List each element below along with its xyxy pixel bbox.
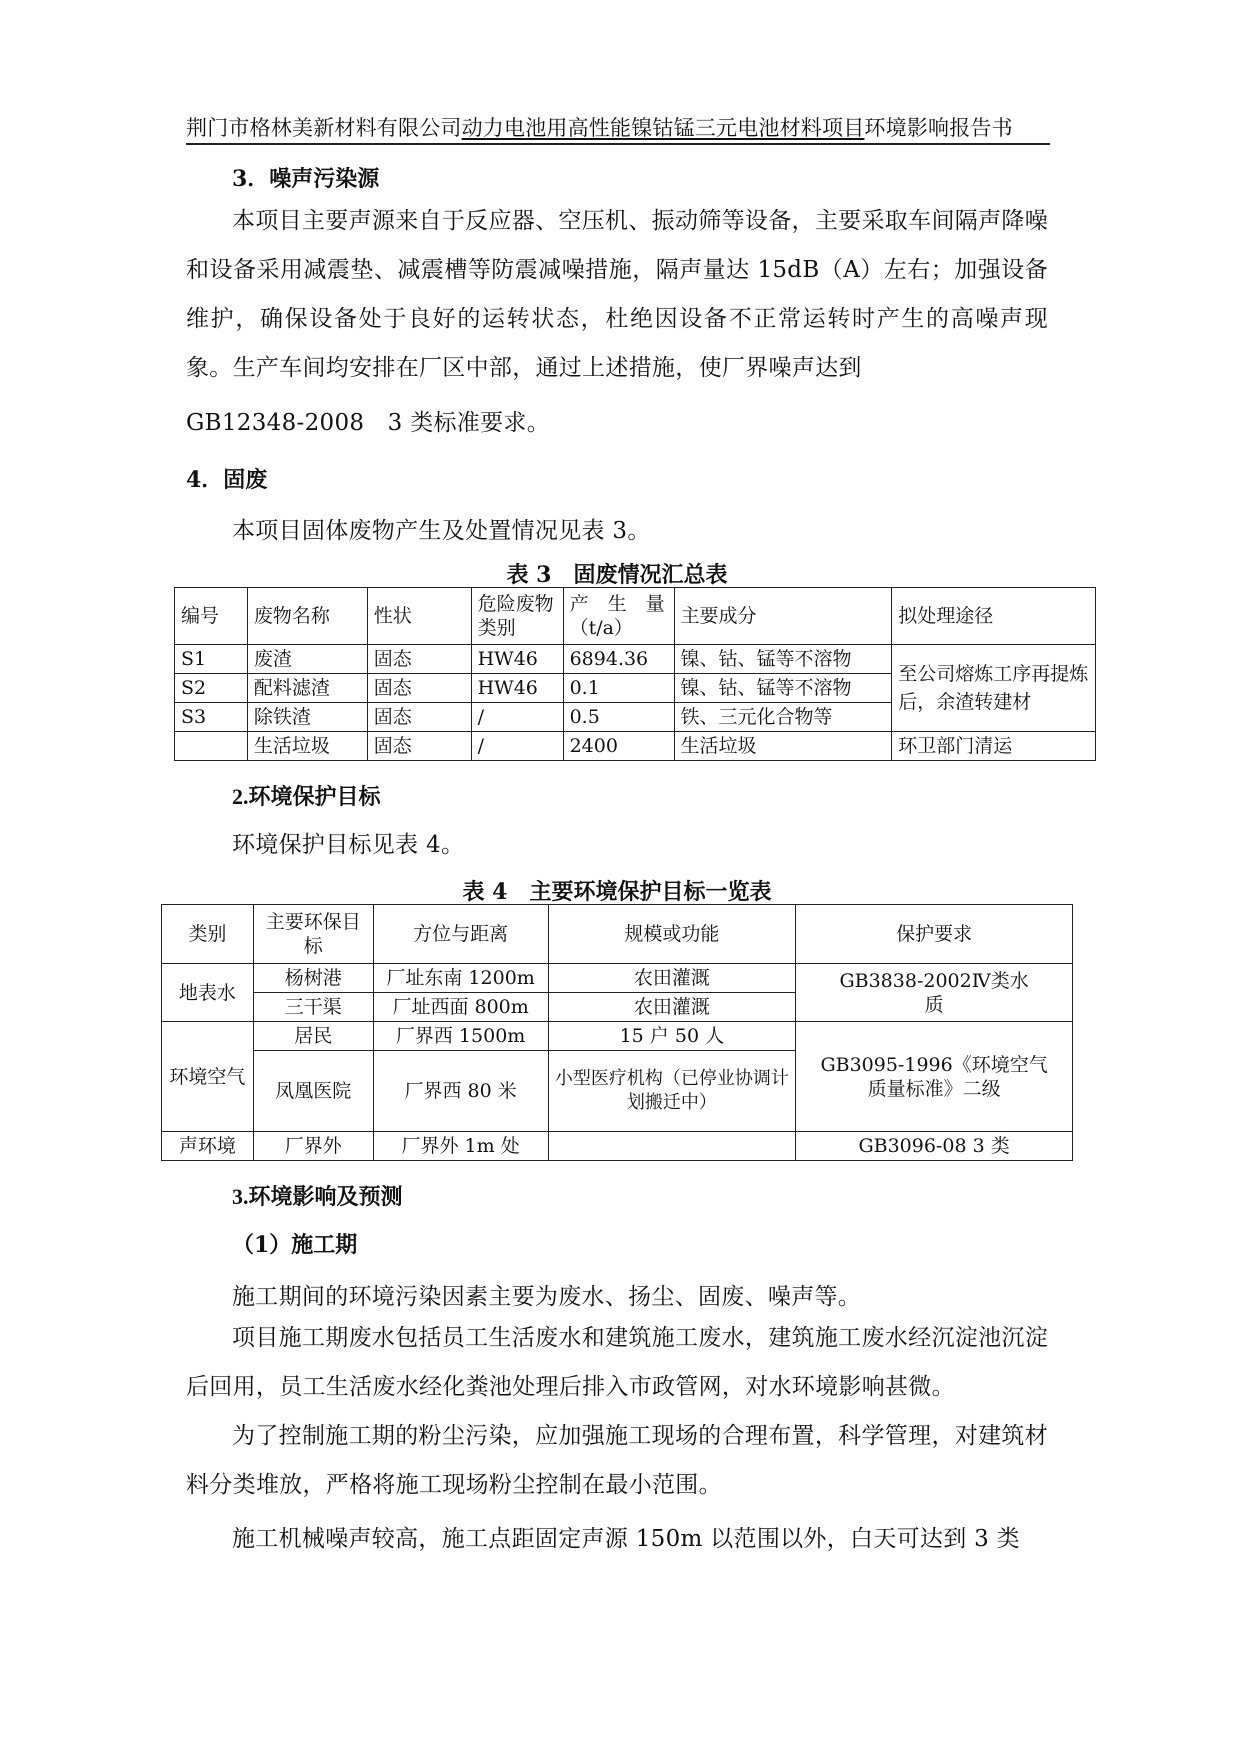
table-cell: 三干渠 bbox=[253, 993, 373, 1022]
table-cell: 厂界外 1m 处 bbox=[373, 1132, 548, 1161]
requirement-cell: GB3095-1996《环境空气质量标准》二级 bbox=[796, 1022, 1073, 1132]
header-cell: 性状 bbox=[367, 588, 471, 645]
table-cell: 固态 bbox=[367, 674, 471, 703]
table-row bbox=[162, 964, 1073, 993]
header-cell: 编号 bbox=[175, 588, 248, 645]
table-cell: / bbox=[471, 703, 563, 732]
table-cell: 农田灌溉 bbox=[548, 993, 796, 1022]
table-cell: 铁、三元化合物等 bbox=[674, 703, 892, 732]
table4-caption: 表 4 主要环境保护目标一览表 bbox=[462, 879, 772, 905]
disposal-merged-cell: 至公司熔炼工序再提炼后，余渣转建材 bbox=[892, 645, 1096, 732]
solid-waste-table bbox=[174, 587, 1096, 761]
table-cell: HW46 bbox=[471, 674, 563, 703]
table-cell: 配料滤渣 bbox=[247, 674, 367, 703]
category-cell: 地表水 bbox=[162, 964, 254, 1022]
header-cell: 主要成分 bbox=[674, 588, 892, 645]
impact-paragraph-4: 施工机械噪声较高，施工点距固定声源 150m 以范围以外，白天可达到 3 类 bbox=[232, 1526, 1020, 1552]
table-cell: 0.1 bbox=[563, 674, 674, 703]
table-cell: 废渣 bbox=[247, 645, 367, 674]
header-project: 动力电池用高性能镍钴锰三元电池材料项目 bbox=[461, 116, 865, 140]
impact-subheading: （1）施工期 bbox=[232, 1232, 358, 1258]
table-cell: 6894.36 bbox=[563, 645, 674, 674]
table-cell: / bbox=[471, 732, 563, 761]
noise-paragraph: 本项目主要声源来自于反应器、空压机、振动筛等设备，主要采取车间隔声降噪和设备采用减震垫、减震槽等防震减噪措施，隔声量达 15dB（A）左右；加强设备维护，确保设备处于良好的运转状态，杜绝因设备不正常运转时产生的高噪声现象。生产车间均安排在厂区中部，通过上述措施，使厂界噪声达到 bbox=[186, 208, 1048, 381]
requirement-cell: GB3096-08 3 类 bbox=[796, 1132, 1073, 1161]
table-header-row bbox=[175, 588, 1096, 645]
table-cell: 厂址东南 1200m bbox=[373, 964, 548, 993]
solid-waste-heading: 4．固废 bbox=[186, 467, 268, 493]
header-doc-type: 环境影响报告书 bbox=[864, 116, 1013, 140]
env-targets-table bbox=[161, 904, 1073, 1161]
table-cell bbox=[548, 1132, 796, 1161]
table-cell: 凤凰医院 bbox=[253, 1051, 373, 1132]
header-cell: 危险废物类别 bbox=[471, 588, 563, 645]
table-cell: 厂址西面 800m bbox=[373, 993, 548, 1022]
table-row bbox=[175, 732, 1096, 761]
table-cell: 镍、钴、锰等不溶物 bbox=[674, 645, 892, 674]
table-cell: 15 户 50 人 bbox=[548, 1022, 796, 1051]
table-cell: 除铁渣 bbox=[247, 703, 367, 732]
table-cell: 固态 bbox=[367, 703, 471, 732]
header-cell: 类别 bbox=[162, 905, 254, 964]
impact-paragraph-3: 为了控制施工期的粉尘污染，应加强施工现场的合理布置，科学管理，对建筑材料分类堆放，严格将施工现场粉尘控制在最小范围。 bbox=[186, 1423, 1048, 1498]
env-targets-intro: 环境保护目标见表 4。 bbox=[232, 832, 465, 858]
table-cell: 厂界西 80 米 bbox=[373, 1051, 548, 1132]
solid-waste-intro: 本项目固体废物产生及处置情况见表 3。 bbox=[232, 518, 651, 544]
category-cell: 环境空气 bbox=[162, 1022, 254, 1132]
table-cell: 杨树港 bbox=[253, 964, 373, 993]
table-row bbox=[162, 1022, 1073, 1051]
table-cell: 农田灌溉 bbox=[548, 964, 796, 993]
table-cell: 镍、钴、锰等不溶物 bbox=[674, 674, 892, 703]
table-cell: S3 bbox=[175, 703, 248, 732]
header-cell: 保护要求 bbox=[796, 905, 1073, 964]
table-header-row bbox=[162, 905, 1073, 964]
table-cell: S1 bbox=[175, 645, 248, 674]
env-targets-heading: 2.环境保护目标 bbox=[232, 784, 381, 809]
table-cell bbox=[175, 732, 248, 761]
table-cell: 居民 bbox=[253, 1022, 373, 1051]
table-cell: 固态 bbox=[367, 645, 471, 674]
requirement-cell: GB3838-2002Ⅳ类水质 bbox=[796, 964, 1073, 1022]
table-cell: 厂界外 bbox=[253, 1132, 373, 1161]
header-cell: 主要环保目标 bbox=[253, 905, 373, 964]
impact-heading: 3.环境影响及预测 bbox=[232, 1184, 403, 1209]
table-cell: 厂界西 1500m bbox=[373, 1022, 548, 1051]
table-cell: 环卫部门清运 bbox=[892, 732, 1096, 761]
header-cell: 规模或功能 bbox=[548, 905, 796, 964]
noise-standard: GB12348-2008 3 类标准要求。 bbox=[186, 410, 550, 436]
table-cell: 生活垃圾 bbox=[674, 732, 892, 761]
noise-heading: 3．噪声污染源 bbox=[232, 166, 380, 192]
header-rule bbox=[186, 143, 1050, 145]
table-cell: 2400 bbox=[563, 732, 674, 761]
header-cell: 废物名称 bbox=[247, 588, 367, 645]
table-cell: 生活垃圾 bbox=[247, 732, 367, 761]
impact-paragraph-1: 施工期间的环境污染因素主要为废水、扬尘、固废、噪声等。 bbox=[232, 1284, 862, 1310]
table-cell: 固态 bbox=[367, 732, 471, 761]
header-cell: 产 生 量（t/a） bbox=[563, 588, 674, 645]
header-cell: 拟处理途径 bbox=[892, 588, 1096, 645]
table3-caption: 表 3 固废情况汇总表 bbox=[506, 562, 728, 588]
category-cell: 声环境 bbox=[162, 1132, 254, 1161]
table-cell: S2 bbox=[175, 674, 248, 703]
header-cell: 方位与距离 bbox=[373, 905, 548, 964]
table-cell: 小型医疗机构（已停业协调计划搬迁中） bbox=[548, 1051, 796, 1132]
table-row bbox=[175, 645, 1096, 674]
table-cell: 0.5 bbox=[563, 703, 674, 732]
table-cell: HW46 bbox=[471, 645, 563, 674]
header-company: 荆门市格林美新材料有限公司 bbox=[186, 116, 462, 140]
table-row bbox=[162, 1132, 1073, 1161]
impact-paragraph-2: 项目施工期废水包括员工生活废水和建筑施工废水，建筑施工废水经沉淀池沉淀后回用，员工生活废水经化粪池处理后排入市政管网，对水环境影响甚微。 bbox=[186, 1325, 1048, 1400]
page-header bbox=[186, 112, 1046, 142]
